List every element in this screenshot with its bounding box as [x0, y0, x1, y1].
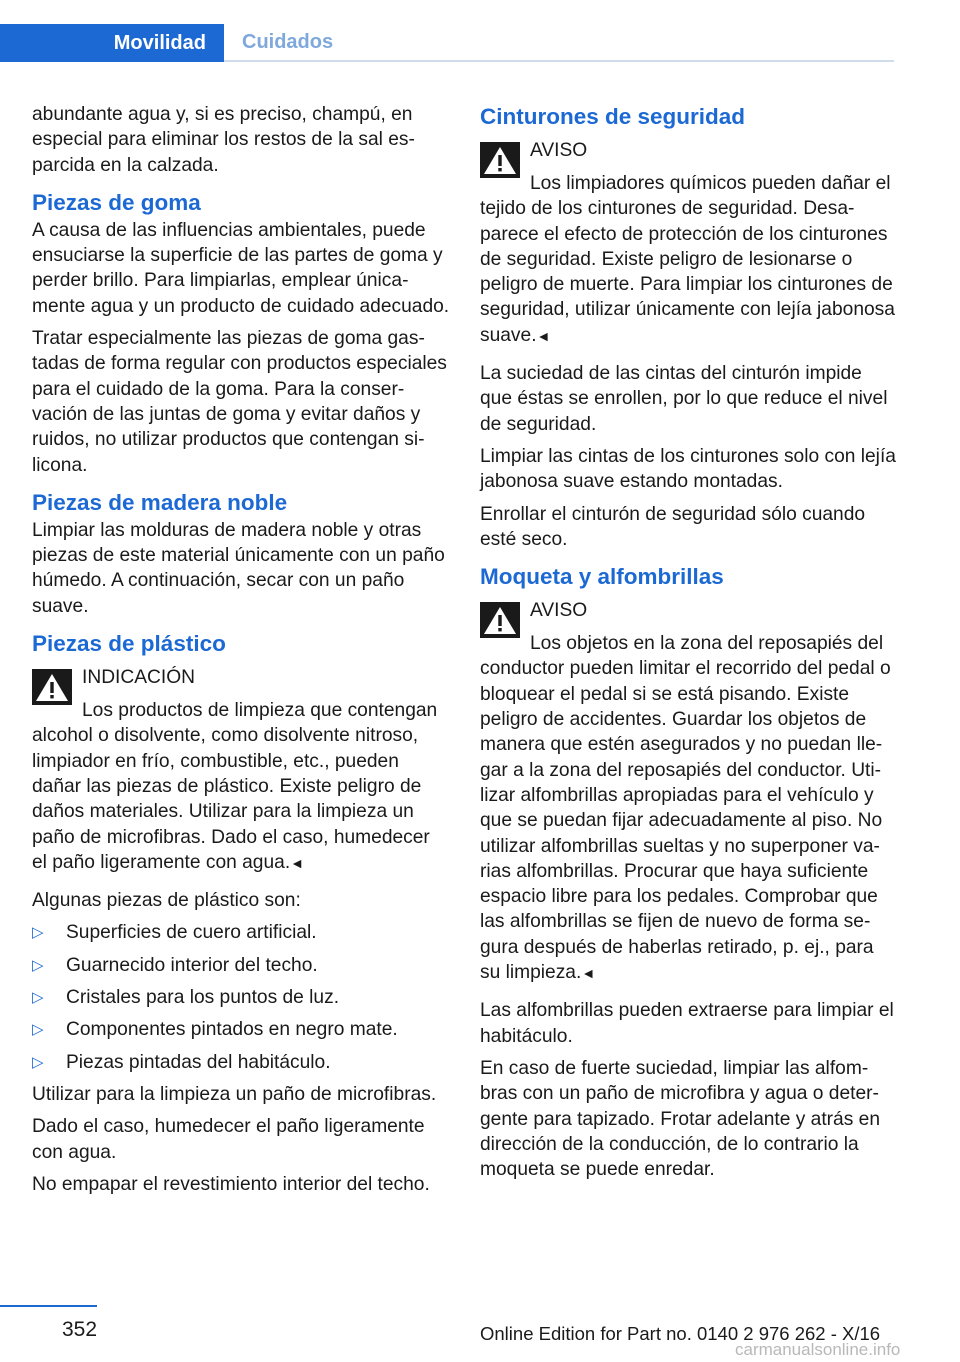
list-item: ▷ Piezas pintadas del habitáculo.: [32, 1050, 450, 1075]
cinturones-paragraph-2: Limpiar las cintas de los cinturones solo con lejía jabonosa suave estando montadas.: [480, 445, 896, 493]
warning-block-moqueta: [480, 598, 898, 986]
left-column: [32, 102, 450, 1204]
plastico-paragraph-3: No empapar el revestimiento interior del techo.: [32, 1173, 430, 1195]
moqueta-paragraph-1: Las alfombrillas pueden extraerse para limpiar el habitáculo.: [480, 1000, 894, 1047]
plastico-paragraph-1: Utilizar para la limpieza un paño de microfibras.: [32, 1083, 437, 1105]
cinturones-paragraph-3: Enrollar el cinturón de seguridad sólo cuando esté seco.: [480, 503, 866, 550]
bullet-triangle-icon: ▷: [32, 989, 44, 1007]
warning-label: AVISO: [530, 600, 588, 622]
plastic-parts-list: [32, 920, 450, 1074]
bullet-triangle-icon: ▷: [32, 1021, 44, 1039]
intro-paragraph: abundante agua y, si es preciso, champú, en especial para eliminar los restos de la sal esparcida en la calzada.: [32, 104, 415, 176]
watermark: carmanualsonline.info: [735, 1340, 901, 1359]
list-item: ▷ Guarnecido interior del techo.: [32, 953, 450, 978]
list-item: ▷ Superficies de cuero artificial.: [32, 920, 450, 945]
tab-cuidados[interactable]: Cuidados: [224, 24, 894, 62]
tab-movilidad[interactable]: Movilidad: [0, 24, 224, 62]
end-mark: ◄: [290, 854, 305, 871]
warning-text: Los productos de limpieza que contengan alcohol o disolvente, como disolvente nitroso, limpiador en frío, combustible, etc., pueden dañar las piezas de plástico. Existe peligro de daños materiales. Utilizar para la limpieza un paño de microfibras. Dado el caso, humedecer el paño ligeramente con agua.◄: [32, 700, 438, 873]
warning-label: AVISO: [530, 140, 588, 161]
warning-block-plastico: [32, 665, 450, 876]
cinturones-paragraph-1: La suciedad de las cintas del cinturón impide que éstas se enrollen, por lo que reduce el nivel de seguridad.: [480, 363, 888, 435]
right-column: [480, 102, 898, 1189]
list-intro: Algunas piezas de plástico son:: [32, 890, 301, 912]
section-title-goma: Piezas de goma: [32, 189, 201, 215]
footer-rule: [0, 1305, 97, 1307]
warning-block-cinturones: [480, 138, 898, 349]
end-mark: ◄: [536, 327, 551, 344]
edition-text: Online Edition for Part no. 0140 2 976 262 - X/16: [480, 1323, 881, 1344]
warning-triangle-icon: [32, 669, 72, 705]
warning-text: Los limpiadores químicos pueden dañar el tejido de los cinturones de seguridad. Desaparece el efecto de protección de los cinturones de seguridad. Existe peligro de lesionarse o peligro de muerte. Para limpiar los cinturones de seguridad, utilizar únicamente con lejía jabonosa suave.◄: [480, 173, 895, 346]
warning-text: Los objetos en la zona del reposapiés del conductor pueden limitar el recorrido del pedal o bloquear el pedal si se está pisando. Existe peligro de accidentes. Guardar los objetos de manera que estén asegurados y no puedan llegar a la zona del reposapiés del conductor. Utilizar alfombrillas apropiadas para el vehículo y que se puedan fijar adecuadamente al piso. No utilizar alfombrillas sueltas y no superponer varias alfombrillas. Procurar que haya suficiente espacio libre para los pedales. Comprobar que las alfombrillas se fijen de nuevo de forma segura después de haberlas retirado, p. ej., para su limpieza.◄: [480, 633, 891, 984]
warning-label: INDICACIÓN: [82, 667, 195, 689]
warning-triangle-icon: [480, 602, 520, 638]
madera-paragraph: Limpiar las molduras de madera noble y otras piezas de este material únicamente con un paño húmedo. A continuación, secar con un paño suave.: [32, 519, 445, 617]
section-title-cinturones: Cinturones de seguridad: [480, 104, 746, 129]
moqueta-paragraph-2: En caso de fuerte suciedad, limpiar las alfombras con un paño de microfibra y agua o detergente para tapizado. Frotar adelante y atrás en dirección de la conducción, de lo contrario la moqueta se puede enredar.: [480, 1057, 880, 1181]
bullet-triangle-icon: ▷: [32, 956, 44, 974]
goma-paragraph-1: A causa de las influencias ambientales, puede ensuciarse la superficie de las partes de goma y perder brillo. Para limpiarlas, emplear únicamente agua y un producto de cuidado adecuado.: [32, 219, 450, 317]
bullet-triangle-icon: ▷: [32, 1053, 44, 1071]
plastico-paragraph-2: Dado el caso, humedecer el paño ligeramente con agua.: [32, 1116, 425, 1163]
list-item: ▷ Cristales para los puntos de luz.: [32, 985, 450, 1010]
bullet-triangle-icon: ▷: [32, 924, 44, 942]
page-number: 352: [62, 1318, 98, 1341]
header-bar: [0, 0, 960, 62]
warning-triangle-icon: [480, 142, 520, 178]
section-title-moqueta: Moqueta y alfombrillas: [480, 564, 724, 590]
list-item: ▷ Componentes pintados en negro mate.: [32, 1017, 450, 1042]
goma-paragraph-2: Tratar especialmente las piezas de goma gastadas de forma regular con productos especiales para el cuidado de la goma. Para la conservación de las juntas de goma y evitar daños y ruidos, no utilizar productos que contengan silicona.: [32, 328, 447, 476]
section-title-plastico: Piezas de plástico: [32, 631, 226, 657]
end-mark: ◄: [581, 965, 596, 982]
section-title-madera: Piezas de madera noble: [32, 489, 288, 515]
